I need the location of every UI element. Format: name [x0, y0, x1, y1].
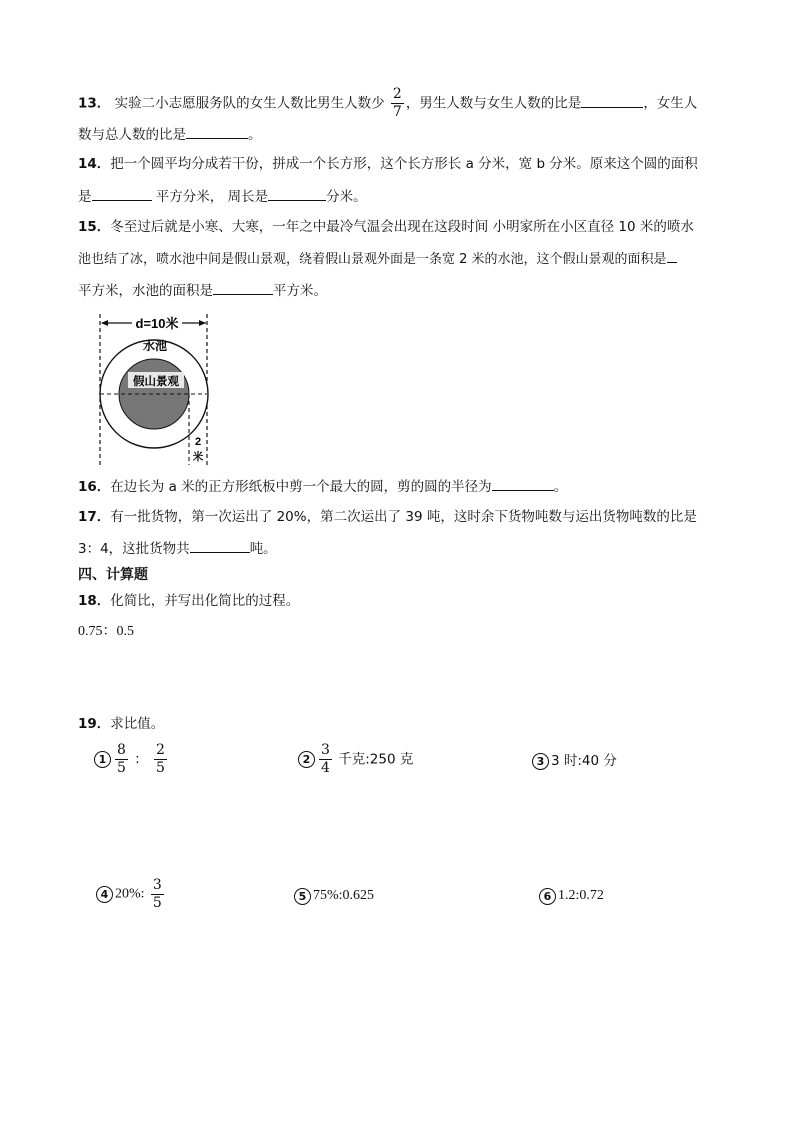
- pool-diagram: [92, 310, 222, 468]
- question-18-line-1: [78, 591, 299, 611]
- pool-label: 水池: [142, 339, 168, 353]
- fraction: [319, 742, 332, 777]
- width-label-unit: 米: [192, 451, 204, 463]
- fraction-denominator: 5: [156, 760, 165, 776]
- item-marker: 1: [94, 751, 111, 768]
- question-text: 实验二小志愿服务队的女生人数比男生人数少: [114, 95, 385, 112]
- answer-blank[interactable]: [492, 476, 554, 491]
- question-15-line-2: [78, 248, 677, 270]
- question-text: ，女生人: [643, 95, 698, 112]
- fraction-denominator: 4: [321, 760, 330, 776]
- q19-item-5: [294, 886, 374, 906]
- rockery-label: 假山景观: [133, 374, 179, 388]
- fraction-numerator: 2: [156, 742, 165, 758]
- question-number: 18．: [78, 593, 111, 609]
- fraction-denominator: 5: [117, 760, 126, 776]
- question-13-line-1: [78, 86, 697, 121]
- item-marker: 6: [539, 888, 556, 905]
- answer-blank[interactable]: [667, 248, 677, 263]
- question-number: 15．: [78, 219, 111, 235]
- question-text: 平方分米， 周长是: [151, 189, 269, 205]
- question-text: 是: [78, 189, 92, 205]
- question-19-line-1: [78, 714, 164, 734]
- fraction-denominator: 7: [392, 104, 402, 120]
- ratio-separator: ：: [134, 751, 148, 768]
- fraction-denominator: 5: [152, 895, 162, 911]
- question-text: 化简比，并写出化简比的过程。: [110, 593, 300, 609]
- answer-blank[interactable]: [186, 124, 248, 139]
- item-expression: 3 时:40 分: [551, 753, 617, 769]
- question-text: 。: [248, 127, 262, 143]
- answer-blank[interactable]: [190, 538, 250, 553]
- question-number: 19．: [78, 716, 111, 732]
- question-text: 平方米。: [273, 283, 327, 299]
- question-text: 分米。: [326, 189, 367, 205]
- q19-item-6: [539, 886, 604, 906]
- question-14-line-1: [78, 154, 698, 174]
- fraction: [151, 877, 164, 912]
- answer-blank[interactable]: [213, 280, 273, 295]
- question-text: 求比值。: [110, 716, 165, 732]
- question-text: 3：4，这批货物共: [78, 541, 190, 557]
- question-17-line-1: [78, 507, 697, 527]
- question-15-line-1: [78, 217, 694, 237]
- answer-blank[interactable]: [268, 186, 326, 201]
- section-title: 四、计算题: [78, 567, 148, 583]
- question-number: 16．: [78, 479, 111, 495]
- question-text: 数与总人数的比是: [78, 127, 186, 143]
- question-text: 把一个圆平均分成若干份，拼成一个长方形，这个长方形长 a 分米，宽 b 分米。原来这个圆的面积: [110, 156, 698, 172]
- q19-item-2: [298, 742, 413, 777]
- question-14-line-2: [78, 186, 367, 207]
- fraction-numerator: 3: [152, 877, 162, 893]
- question-number: 17．: [78, 509, 111, 525]
- question-text: 。: [553, 479, 568, 495]
- question-text: ，男生人数与女生人数的比是: [405, 95, 582, 112]
- question-text: 有一批货物，第一次运出了 20%，第二次运出了 39 吨，这时余下货物吨数与运出货物吨数的比是: [110, 509, 697, 525]
- item-marker: 4: [96, 886, 113, 903]
- item-expression: 75%:0.625: [313, 888, 375, 903]
- fraction-numerator: 8: [117, 742, 126, 758]
- question-16-line-1: [78, 476, 567, 497]
- q19-item-1: [94, 742, 169, 777]
- question-17-line-2: [78, 538, 277, 559]
- item-expression: 20%:: [115, 886, 145, 902]
- fraction: [115, 742, 128, 777]
- width-label-number: 2: [194, 436, 202, 448]
- item-expression: 1.2:0.72: [558, 888, 604, 903]
- question-text: 在边长为 a 米的正方形纸板中剪一个最大的圆，剪的圆的半径为: [110, 479, 492, 495]
- answer-blank[interactable]: [581, 93, 643, 108]
- fraction-numerator: 3: [321, 742, 330, 758]
- question-13-line-2: [78, 124, 262, 145]
- question-number: 13．: [78, 95, 111, 112]
- q19-item-4: [96, 877, 166, 912]
- question-text: 吨。: [249, 541, 277, 557]
- question-text: 池也结了冰，喷水池中间是假山景观，绕着假山景观外面是一条宽 2 米的水池，这个假山景观的面积是: [78, 252, 667, 267]
- question-number: 14．: [78, 156, 111, 172]
- fraction-numerator: 2: [392, 86, 402, 102]
- answer-blank[interactable]: [92, 186, 152, 201]
- fraction: [154, 742, 167, 777]
- question-text: 冬至过后就是小寒、大寒，一年之中最冷气温会出现在这段时间 小明家所在小区直径 10 米的喷水: [110, 219, 694, 235]
- diameter-label: d=10米: [135, 316, 179, 331]
- item-marker: 3: [532, 753, 549, 770]
- item-marker: 2: [298, 751, 315, 768]
- question-15-line-3: [78, 280, 327, 301]
- question-18-expression: 0.75：0.5: [78, 624, 134, 639]
- fraction: [391, 86, 404, 121]
- question-text: 平方米，水池的面积是: [78, 283, 213, 299]
- q19-item-3: [532, 751, 617, 771]
- item-marker: 5: [294, 888, 311, 905]
- item-expression: 千克:250 克: [333, 751, 414, 768]
